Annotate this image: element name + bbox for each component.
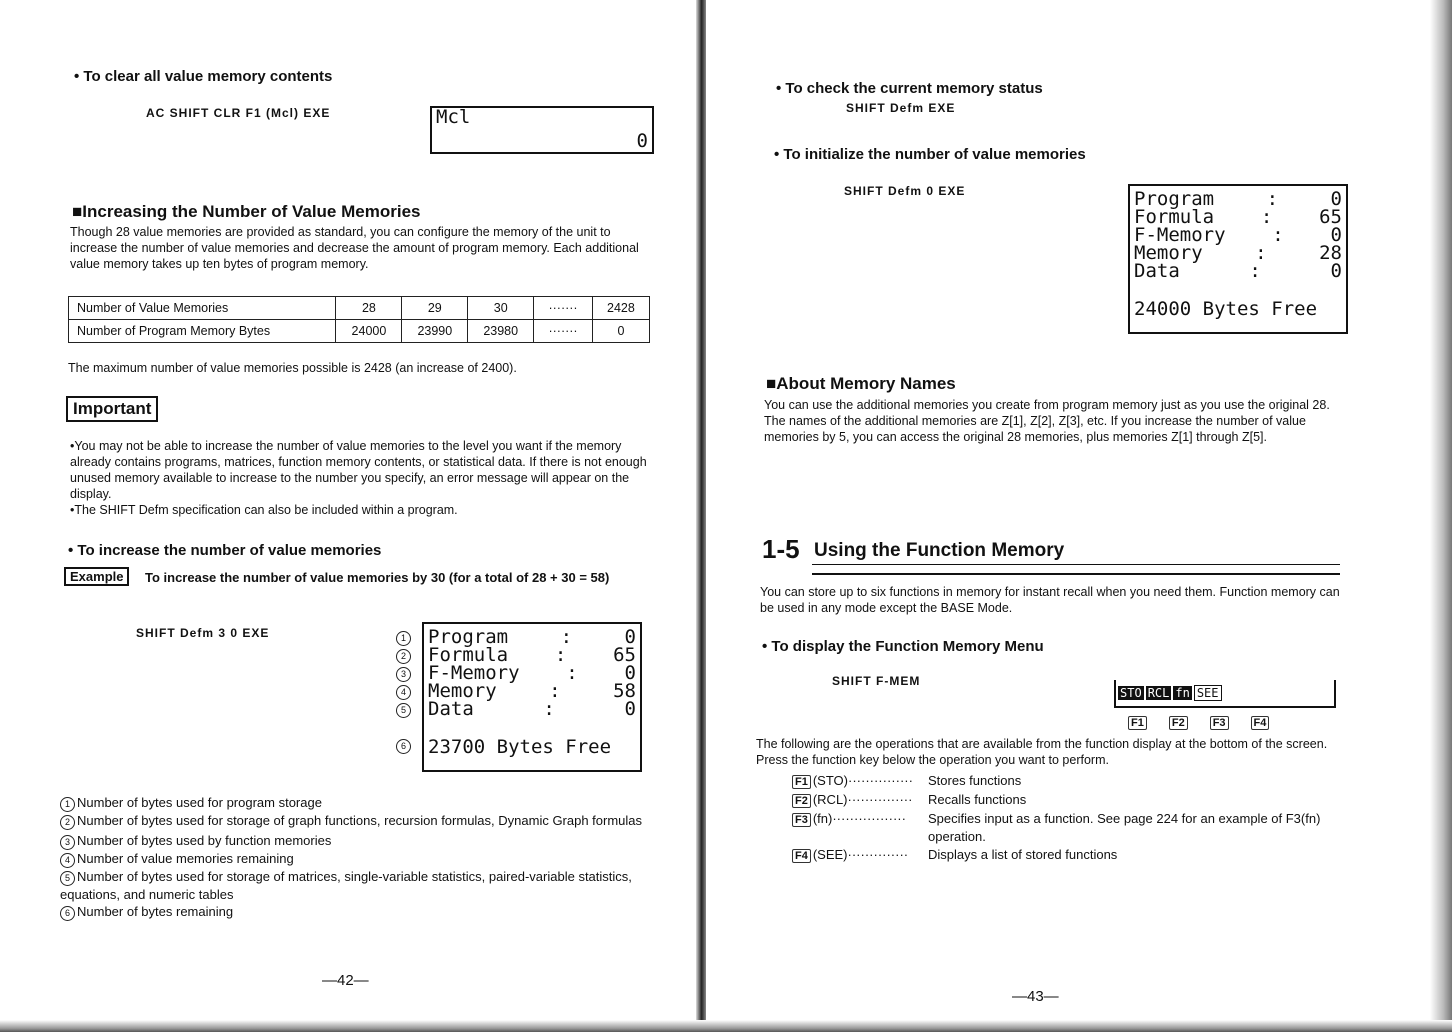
lcd-line-1: Mcl	[436, 106, 471, 128]
lcd-row: F-Memory : 0	[428, 662, 636, 684]
menu-item-rcl[interactable]: RCL	[1147, 686, 1170, 700]
lcd-free-row	[428, 738, 636, 756]
legend-number: 1	[60, 797, 75, 812]
memory-status-lcd	[422, 622, 642, 772]
lcd-label: F-Memory	[428, 662, 520, 684]
lcd-value: 0	[1330, 260, 1342, 282]
legend-number: 5	[60, 871, 75, 886]
legend-text: Number of bytes used for storage of matrices, single-variable statistics, paired-variable statistics, equations, and numeric tables	[60, 869, 632, 902]
table-cell: 28	[336, 297, 402, 320]
book-spine	[696, 0, 706, 1032]
chapter-number: 1-5	[762, 534, 800, 564]
legend-item	[60, 868, 650, 903]
page-edge-bottom	[0, 1020, 1452, 1032]
menu-item-fn[interactable]: fn	[1175, 686, 1190, 700]
lcd-free-bytes: 24000 Bytes Free	[1134, 298, 1318, 320]
legend-item	[60, 903, 650, 921]
lcd-value: 28	[1319, 242, 1342, 264]
callout-number: 1	[396, 631, 411, 646]
op-desc: Displays a list of stored functions	[928, 847, 1118, 862]
lcd-row: Program : 0	[428, 626, 636, 648]
important-item: •The SHIFT Defm specification can also be included within a program.	[70, 503, 458, 517]
op-name: (fn)	[812, 811, 833, 826]
op-desc: Recalls functions	[928, 792, 1027, 807]
memory-names-paragraph: You can use the additional memories you create from program memory just as you use the original 28. The names of the additional memories are Z[1], Z[2], Z[3], etc. If you increase the number of value memories by 5, you can access the original 28 memories, plus memories Z[1] through Z[5].	[764, 398, 1330, 444]
legend-text: Number of bytes used for storage of graph functions, recursion formulas, Dynamic Graph formulas	[77, 813, 643, 828]
lcd-value: 0	[1330, 224, 1342, 246]
lcd-label: Formula	[428, 644, 509, 666]
op-leader: ···············	[847, 792, 913, 807]
section-title-increasing: ■Increasing the Number of Value Memories	[72, 202, 421, 221]
init-key-sequence: SHIFT Defm 0 EXE	[844, 184, 966, 198]
clear-heading: • To clear all value memory contents	[74, 68, 333, 85]
table-cell: ·······	[534, 297, 593, 320]
menu-item-see[interactable]: SEE	[1194, 685, 1222, 701]
init-memory-lcd	[1128, 184, 1348, 334]
callout-number: 6	[396, 739, 411, 754]
max-note: The maximum number of value memories possible is 2428 (an increase of 2400).	[68, 361, 517, 375]
op-key: F4	[792, 849, 811, 863]
lcd-label: Memory	[1134, 242, 1203, 264]
clear-lcd-screen	[430, 106, 654, 154]
legend-number: 2	[60, 815, 75, 830]
lcd-label: F-Memory	[1134, 224, 1226, 246]
op-leader: ·················	[832, 811, 906, 826]
op-leader: ···············	[848, 773, 913, 788]
callout-number: 2	[396, 649, 411, 664]
chapter-title: Using the Function Memory	[814, 540, 1065, 561]
legend-item	[60, 794, 650, 812]
legend-item	[60, 850, 650, 868]
op-name: (STO)	[812, 773, 848, 788]
callout-number: 5	[396, 703, 411, 718]
example-label: Example	[64, 567, 129, 586]
increase-key-sequence: SHIFT Defm 3 0 EXE	[136, 626, 270, 640]
table-row	[69, 320, 650, 343]
op-key: F3	[792, 813, 811, 827]
f4-key[interactable]: F4	[1251, 716, 1270, 730]
lcd-row: Formula : 65	[1134, 206, 1342, 228]
menu-item-sto[interactable]: STO	[1120, 686, 1142, 700]
lcd-label: Data	[1134, 260, 1180, 282]
op-key: F2	[792, 794, 811, 808]
table-cell: 23990	[402, 320, 468, 343]
f3-key[interactable]: F3	[1210, 716, 1229, 730]
op-name: (SEE)	[812, 847, 848, 862]
legend-number: 4	[60, 853, 75, 868]
callout-number: 4	[396, 685, 411, 700]
lcd-row: Memory : 58	[428, 680, 636, 702]
lcd-label: Program	[428, 626, 509, 648]
operations-paragraph: The following are the operations that are available from the function display at the bottom of the screen. Press the function key below the operation you want to perform.	[756, 737, 1328, 767]
operation-item	[792, 772, 1340, 791]
lcd-value: 65	[1319, 206, 1342, 228]
section-paragraph: Though 28 value memories are provided as standard, you can configure the memory of the unit to increase the number of value memories and decrease the amount of program memory. Each additional value memory takes up ten bytes of program memory.	[70, 225, 639, 271]
increase-heading: • To increase the number of value memories	[68, 542, 382, 559]
op-name: (RCL)	[812, 792, 848, 807]
legend-number: 6	[60, 906, 75, 921]
table-cell: Number of Program Memory Bytes	[69, 320, 336, 343]
legend-text: Number of value memories remaining	[77, 851, 294, 866]
check-heading: • To check the current memory status	[776, 80, 1043, 97]
lcd-row: Data : 0	[1134, 260, 1342, 282]
lcd-row: Formula : 65	[428, 644, 636, 666]
op-desc: Stores functions	[928, 773, 1022, 788]
important-label: Important	[66, 396, 158, 422]
lcd-value: 58	[613, 680, 636, 702]
table-cell: 29	[402, 297, 468, 320]
section-title-memory-names: ■About Memory Names	[766, 374, 956, 393]
legend-item	[60, 832, 650, 850]
op-desc: Specifies input as a function. See page 224 for an example of F3(fn) operation.	[928, 811, 1321, 844]
lcd-label: Memory	[428, 680, 497, 702]
op-leader: ··············	[847, 847, 909, 862]
check-key-sequence: SHIFT Defm EXE	[846, 101, 956, 115]
lcd-value: 0	[624, 698, 636, 720]
function-menu-lcd	[1114, 680, 1336, 708]
operation-item	[792, 791, 1340, 810]
lcd-value: 0	[624, 626, 636, 648]
operation-item	[792, 846, 1340, 865]
page-edge-right	[1430, 0, 1452, 1032]
table-cell: 30	[468, 297, 534, 320]
operation-item	[792, 810, 1340, 846]
display-heading: • To display the Function Memory Menu	[762, 638, 1044, 655]
f2-key[interactable]: F2	[1169, 716, 1188, 730]
table-cell: 0	[592, 320, 649, 343]
lcd-free-bytes: 23700 Bytes Free	[428, 736, 612, 758]
legend-list	[60, 794, 650, 921]
lcd-label: Program	[1134, 188, 1215, 210]
important-list	[70, 438, 650, 518]
lcd-row: F-Memory : 0	[1134, 224, 1342, 246]
op-key: F1	[792, 775, 811, 789]
lcd-value: 0	[1330, 188, 1342, 210]
table-cell: 24000	[336, 320, 402, 343]
f1-key[interactable]: F1	[1128, 716, 1147, 730]
example-text: To increase the number of value memories by 30 (for a total of 28 + 30 = 58)	[145, 570, 610, 585]
page-number-left: —42—	[322, 972, 369, 989]
important-item: •You may not be able to increase the number of value memories to the level you want if the memory already contains programs, matrices, function memory contents, or statistical data. If there is not enough unused memory available to increase to the number you specify, an error message will appear on the display.	[70, 439, 647, 501]
chapter-underline	[812, 564, 1340, 575]
lcd-row: Memory : 28	[1134, 242, 1342, 264]
lcd-row: Program : 0	[1134, 188, 1342, 210]
table-cell: Number of Value Memories	[69, 297, 336, 320]
callout-number: 3	[396, 667, 411, 682]
table-cell: 23980	[468, 320, 534, 343]
legend-item	[60, 812, 650, 830]
lcd-value: 65	[613, 644, 636, 666]
table-row	[69, 297, 650, 320]
lcd-label: Formula	[1134, 206, 1215, 228]
legend-text: Number of bytes used for program storage	[77, 795, 322, 810]
legend-text: Number of bytes used by function memories	[77, 833, 332, 848]
init-heading: • To initialize the number of value memories	[774, 146, 1086, 163]
lcd-free-row	[1134, 300, 1342, 318]
table-cell: ·······	[534, 320, 593, 343]
lcd-row: Data : 0	[428, 698, 636, 720]
clear-key-sequence: AC SHIFT CLR F1 (Mcl) EXE	[146, 106, 331, 120]
chapter-paragraph: You can store up to six functions in memory for instant recall when you need them. Function memory can be used in any mode except the BASE Mode.	[760, 585, 1340, 615]
legend-number: 3	[60, 835, 75, 850]
display-key-sequence: SHIFT F-MEM	[832, 674, 921, 688]
lcd-callouts	[396, 628, 422, 754]
page-number-right: —43—	[1012, 988, 1059, 1005]
lcd-label: Data	[428, 698, 474, 720]
table-cell: 2428	[592, 297, 649, 320]
lcd-line-2: 0	[636, 130, 648, 152]
function-key-row	[1128, 716, 1271, 730]
memory-table	[68, 296, 650, 343]
lcd-value: 0	[624, 662, 636, 684]
operations-list	[792, 772, 1340, 865]
legend-text: Number of bytes remaining	[77, 904, 234, 919]
